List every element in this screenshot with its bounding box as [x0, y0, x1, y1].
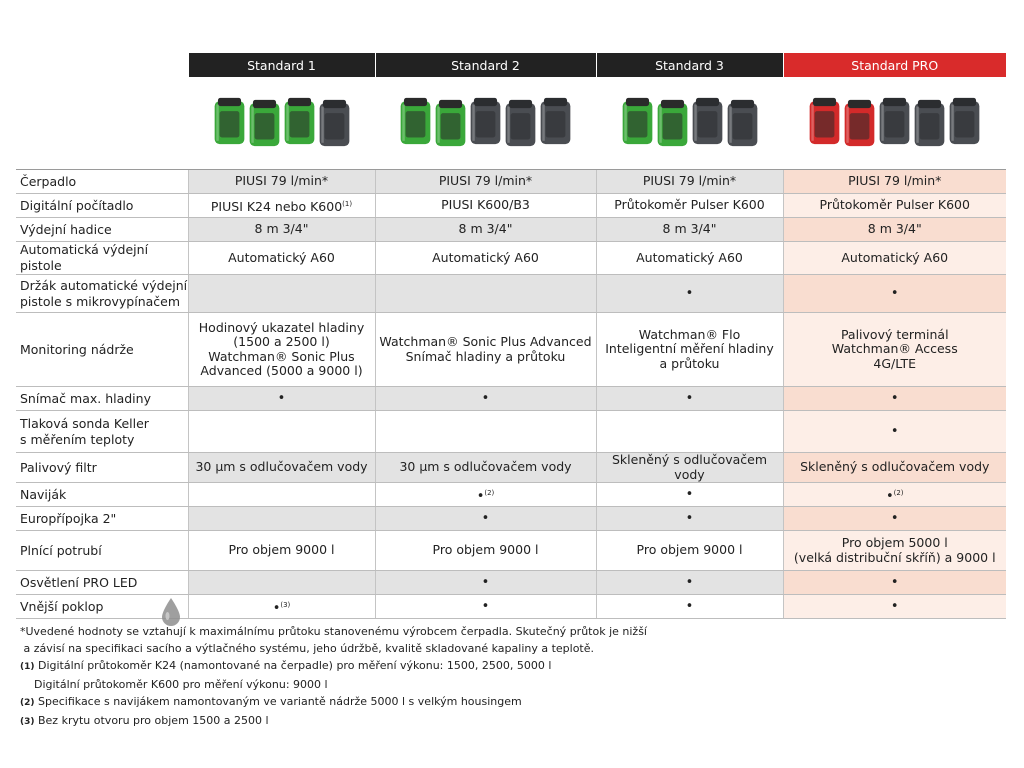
- bullet-dot-icon: •: [685, 286, 694, 302]
- product-image-standard-pro: [783, 77, 1006, 170]
- cell-text-line: Watchman® Flo: [638, 326, 741, 342]
- spec-value: [596, 170, 783, 194]
- red-tank-icon: [843, 94, 876, 152]
- bullet-dot-icon: •: [481, 599, 490, 615]
- row-label: Čerpadlo: [16, 170, 188, 194]
- bullet-dot-icon: •: [890, 286, 899, 302]
- cell-text-line: Watchman® Access: [831, 341, 958, 357]
- bullet-dot-icon: •: [890, 424, 899, 440]
- spec-row-navijak: [16, 483, 1006, 507]
- cell-text: Průtokoměr Pulser K600: [819, 197, 970, 213]
- dark-tank-icon: [726, 94, 759, 152]
- spec-row-snimac-max-hladiny: [16, 387, 1006, 411]
- row-label: Palivový filtr: [16, 453, 188, 483]
- cell-text: 30 µm s odlučovačem vody: [195, 459, 368, 475]
- spec-value: [188, 313, 375, 387]
- spec-value: [188, 170, 375, 194]
- dark-tank-icon: [504, 94, 537, 152]
- row-label: Snímač max. hladiny: [16, 387, 188, 411]
- spec-row-cerpadlo: [16, 170, 1006, 194]
- green-tank-icon: [283, 90, 316, 152]
- bullet-dot-icon: •: [890, 599, 899, 615]
- cell-text: PIUSI 79 l/min*: [234, 173, 329, 189]
- dark-tank-icon: [948, 90, 981, 152]
- cell-text: Pro objem 9000 l: [228, 542, 335, 558]
- row-label: Vnější poklop: [16, 595, 188, 619]
- spec-value: [783, 531, 1006, 571]
- bullet-dot-icon: •: [685, 575, 694, 591]
- cell-text-line: s měřením teploty: [20, 431, 135, 447]
- spec-value: [375, 453, 596, 483]
- tank-group: [188, 90, 375, 156]
- spec-comparison-table: [16, 53, 1006, 619]
- row-label: Výdejní hadice: [16, 218, 188, 242]
- cell-text-line: (1500 a 2500 l): [233, 334, 330, 349]
- dark-tank-icon: [469, 90, 502, 152]
- spec-value: [596, 411, 783, 453]
- feature-included-dot: [188, 595, 375, 619]
- column-header-standard-3: Standard 3: [596, 53, 783, 77]
- spec-row-tlakova-sonda-keller-s-merenim-teploty: [16, 411, 1006, 453]
- spec-value: [375, 411, 596, 453]
- feature-included-dot: [596, 483, 783, 507]
- spec-value: [596, 194, 783, 218]
- spec-value: [596, 453, 783, 483]
- feature-included-dot: [375, 483, 596, 507]
- cell-text: 8 m 3/4": [458, 221, 513, 237]
- spec-value: [783, 242, 1006, 275]
- cell-text-line: Snímač hladiny a průtoku: [405, 348, 566, 364]
- green-tank-icon: [248, 94, 281, 152]
- cell-text: Automatický A60: [432, 249, 539, 265]
- cell-text: Průtokoměr Pulser K600: [614, 197, 765, 213]
- footnote-line: [20, 623, 1000, 640]
- footnotes: [20, 623, 1000, 731]
- feature-included-dot: [596, 507, 783, 531]
- spec-value: [375, 170, 596, 194]
- spec-value: [188, 571, 375, 595]
- cell-text-line: Inteligentní měření hladiny: [605, 341, 774, 357]
- spec-value: [783, 313, 1006, 387]
- spec-row-palivovy-filtr: [16, 453, 1006, 483]
- footnote-text: Bez krytu otvoru pro objem 1500 a 2500 l: [34, 714, 269, 727]
- footnote-text: Digitální průtokoměr K600 pro měření výkonu: 9000 l: [20, 678, 328, 691]
- feature-included-dot: [783, 411, 1006, 453]
- spec-value: [783, 170, 1006, 194]
- row-label: Plnící potrubí: [16, 531, 188, 571]
- cell-text: Skleněný s odlučovačem vody: [611, 452, 768, 482]
- bullet-dot-icon: •: [890, 575, 899, 591]
- cell-text: PIUSI 79 l/min*: [642, 173, 737, 189]
- footnote-line: [20, 640, 1000, 657]
- column-header-standard-1: Standard 1: [188, 53, 375, 77]
- cell-text-line: 4G/LTE: [873, 355, 917, 371]
- cell-text: Pro objem 9000 l: [636, 542, 743, 558]
- footnote-text: a závisí na specifikaci sacího a výtlačného systému, jeho údržbě, kvalitě skladované kapaliny a teplotě.: [20, 642, 595, 655]
- row-label: Automatická výdejní pistole: [16, 242, 188, 275]
- spec-row-vydejni-hadice: [16, 218, 1006, 242]
- cell-text-line: pistole s mikrovypínačem: [20, 293, 181, 309]
- spec-row-digitalni-pocitadlo: [16, 194, 1006, 218]
- spec-row-automaticka-vydejni-pistole: [16, 242, 1006, 275]
- spec-value: [188, 453, 375, 483]
- footnote-text: Digitální průtokoměr K24 (namontované na čerpadle) pro měření výkonu: 1500, 2500, 5000 l: [34, 659, 552, 672]
- cell-text: Skleněný s odlučovačem vody: [800, 459, 990, 475]
- cell-text: Automatický A60: [841, 249, 949, 265]
- cell-text: 8 m 3/4": [867, 221, 922, 237]
- product-image-standard-3: [596, 77, 783, 170]
- spec-row-monitoring-nadrze: [16, 313, 1006, 387]
- spec-value: [375, 275, 596, 313]
- cell-text: Automatický A60: [228, 249, 335, 265]
- spec-value: [375, 194, 596, 218]
- footnote-ref: (3): [280, 600, 291, 609]
- feature-included-dot: [783, 275, 1006, 313]
- dark-tank-icon: [878, 90, 911, 152]
- dark-tank-icon: [913, 94, 946, 152]
- footnote-ref: (1): [342, 199, 353, 208]
- feature-included-dot: [596, 275, 783, 313]
- tank-group: [596, 90, 783, 156]
- bullet-dot-icon: •: [890, 391, 899, 407]
- image-corner: [16, 77, 188, 170]
- row-label: Digitální počítadlo: [16, 194, 188, 218]
- spec-row-drzak-automaticke-vydejni-pistole-s-mikrovypinacem: [16, 275, 1006, 313]
- row-label: Naviják: [16, 483, 188, 507]
- dark-tank-icon: [318, 94, 351, 152]
- spec-value: [188, 507, 375, 531]
- cell-text-line: Držák automatické výdejní: [20, 277, 188, 293]
- spec-value: [188, 194, 375, 218]
- green-tank-icon: [656, 94, 689, 152]
- green-tank-icon: [621, 90, 654, 152]
- column-header-standard-pro: Standard PRO: [783, 53, 1006, 77]
- spec-row-plnici-potrubi: [16, 531, 1006, 571]
- feature-included-dot: [375, 571, 596, 595]
- dark-tank-icon: [539, 90, 572, 152]
- row-label: [16, 411, 188, 453]
- feature-included-dot: [375, 387, 596, 411]
- cell-text: 8 m 3/4": [662, 221, 717, 237]
- row-label: Europřípojka 2": [16, 507, 188, 531]
- footnote-mark: (1): [20, 662, 35, 672]
- bullet-dot-icon: •: [481, 511, 490, 527]
- footnote-ref: (2): [484, 488, 495, 497]
- red-tank-icon: [808, 90, 841, 152]
- feature-included-dot: [783, 507, 1006, 531]
- cell-text: 30 µm s odlučovačem vody: [399, 459, 572, 475]
- feature-included-dot: [596, 387, 783, 411]
- bullet-dot-icon: •: [685, 391, 694, 407]
- cell-text: 8 m 3/4": [254, 221, 309, 237]
- spec-value: [188, 411, 375, 453]
- feature-included-dot: [783, 595, 1006, 619]
- spec-value: [375, 313, 596, 387]
- bullet-dot-icon: •: [685, 511, 694, 527]
- footnote-mark: (3): [20, 717, 35, 727]
- bullet-dot-icon: •: [277, 391, 286, 407]
- footnote-line: [20, 693, 1000, 712]
- spec-value: [783, 218, 1006, 242]
- bullet-dot-icon: •: [272, 600, 281, 616]
- product-image-standard-2: [375, 77, 596, 170]
- product-image-standard-1: [188, 77, 375, 170]
- bullet-dot-icon: •: [685, 487, 694, 503]
- cell-text: PIUSI 79 l/min*: [438, 173, 533, 189]
- green-tank-icon: [213, 90, 246, 152]
- row-label: Osvětlení PRO LED: [16, 571, 188, 595]
- cell-text: PIUSI 79 l/min*: [848, 173, 942, 189]
- cell-text: PIUSI K24 nebo K600: [210, 198, 343, 214]
- feature-included-dot: [783, 387, 1006, 411]
- bullet-dot-icon: •: [885, 488, 894, 504]
- feature-included-dot: [783, 483, 1006, 507]
- product-image-row: [16, 77, 1006, 170]
- spec-value: [596, 242, 783, 275]
- bullet-dot-icon: •: [890, 511, 899, 527]
- column-header-standard-2: Standard 2: [375, 53, 596, 77]
- feature-included-dot: [375, 507, 596, 531]
- spec-value: [783, 194, 1006, 218]
- spec-value: [375, 218, 596, 242]
- dark-tank-icon: [691, 90, 724, 152]
- bullet-dot-icon: •: [481, 575, 490, 591]
- spec-row-osvetleni-pro-led: [16, 571, 1006, 595]
- bullet-dot-icon: •: [685, 599, 694, 615]
- footnote-text: *Uvedené hodnoty se vztahují k maximálnímu průtoku stanovenému výrobcem čerpadla. Skutečný průtok je nižší: [20, 625, 647, 638]
- footnote-mark: (2): [20, 698, 35, 708]
- spec-value: [188, 483, 375, 507]
- column-header-row: [16, 53, 1006, 77]
- cell-text: Automatický A60: [636, 249, 743, 265]
- footnote-text: Specifikace s navijákem namontovaným ve variantě nádrže 5000 l s velkým housingem: [34, 695, 522, 708]
- row-label: Monitoring nádrže: [16, 313, 188, 387]
- spec-row-europripojka-2: [16, 507, 1006, 531]
- cell-text-line: Hodinový ukazatel hladiny: [198, 319, 365, 335]
- spec-value: [375, 242, 596, 275]
- feature-included-dot: [596, 595, 783, 619]
- footnote-ref: (2): [893, 488, 904, 497]
- cell-text-line: Watchman® Sonic Plus Advanced: [379, 334, 592, 349]
- cell-text-line: Tlaková sonda Keller: [20, 415, 149, 431]
- spec-value: [783, 453, 1006, 483]
- bullet-dot-icon: •: [481, 391, 490, 407]
- cell-text: PIUSI K600/B3: [441, 197, 530, 213]
- cell-text-line: (velká distribuční skříň) a 9000 l: [793, 549, 996, 565]
- spec-value: [596, 313, 783, 387]
- spec-value: [188, 275, 375, 313]
- feature-included-dot: [375, 595, 596, 619]
- cell-text-line: a průtoku: [659, 355, 720, 371]
- spec-value: [188, 531, 375, 571]
- footnote-line: [20, 676, 1000, 693]
- tank-group: [375, 90, 596, 156]
- cell-text-line: Palivový terminál: [840, 326, 949, 342]
- cell-text-line: Pro objem 5000 l: [841, 535, 948, 550]
- footnote-line: [20, 657, 1000, 676]
- feature-included-dot: [596, 571, 783, 595]
- header-corner: [16, 53, 188, 77]
- green-tank-icon: [399, 90, 432, 152]
- bullet-dot-icon: •: [476, 488, 485, 504]
- spec-value: [596, 531, 783, 571]
- green-tank-icon: [434, 94, 467, 152]
- footnote-line: [20, 712, 1000, 731]
- spec-value: [188, 242, 375, 275]
- cell-text: Pro objem 9000 l: [432, 542, 539, 558]
- feature-included-dot: [783, 571, 1006, 595]
- spec-value: [596, 218, 783, 242]
- spec-value: [188, 218, 375, 242]
- feature-included-dot: [188, 387, 375, 411]
- spec-rows: [16, 170, 1006, 619]
- spec-value: [375, 531, 596, 571]
- tank-group: [783, 90, 1006, 156]
- row-label: [16, 275, 188, 313]
- cell-text-line: Watchman® Sonic Plus: [208, 348, 355, 364]
- cell-text-line: Advanced (5000 a 9000 l): [200, 363, 363, 378]
